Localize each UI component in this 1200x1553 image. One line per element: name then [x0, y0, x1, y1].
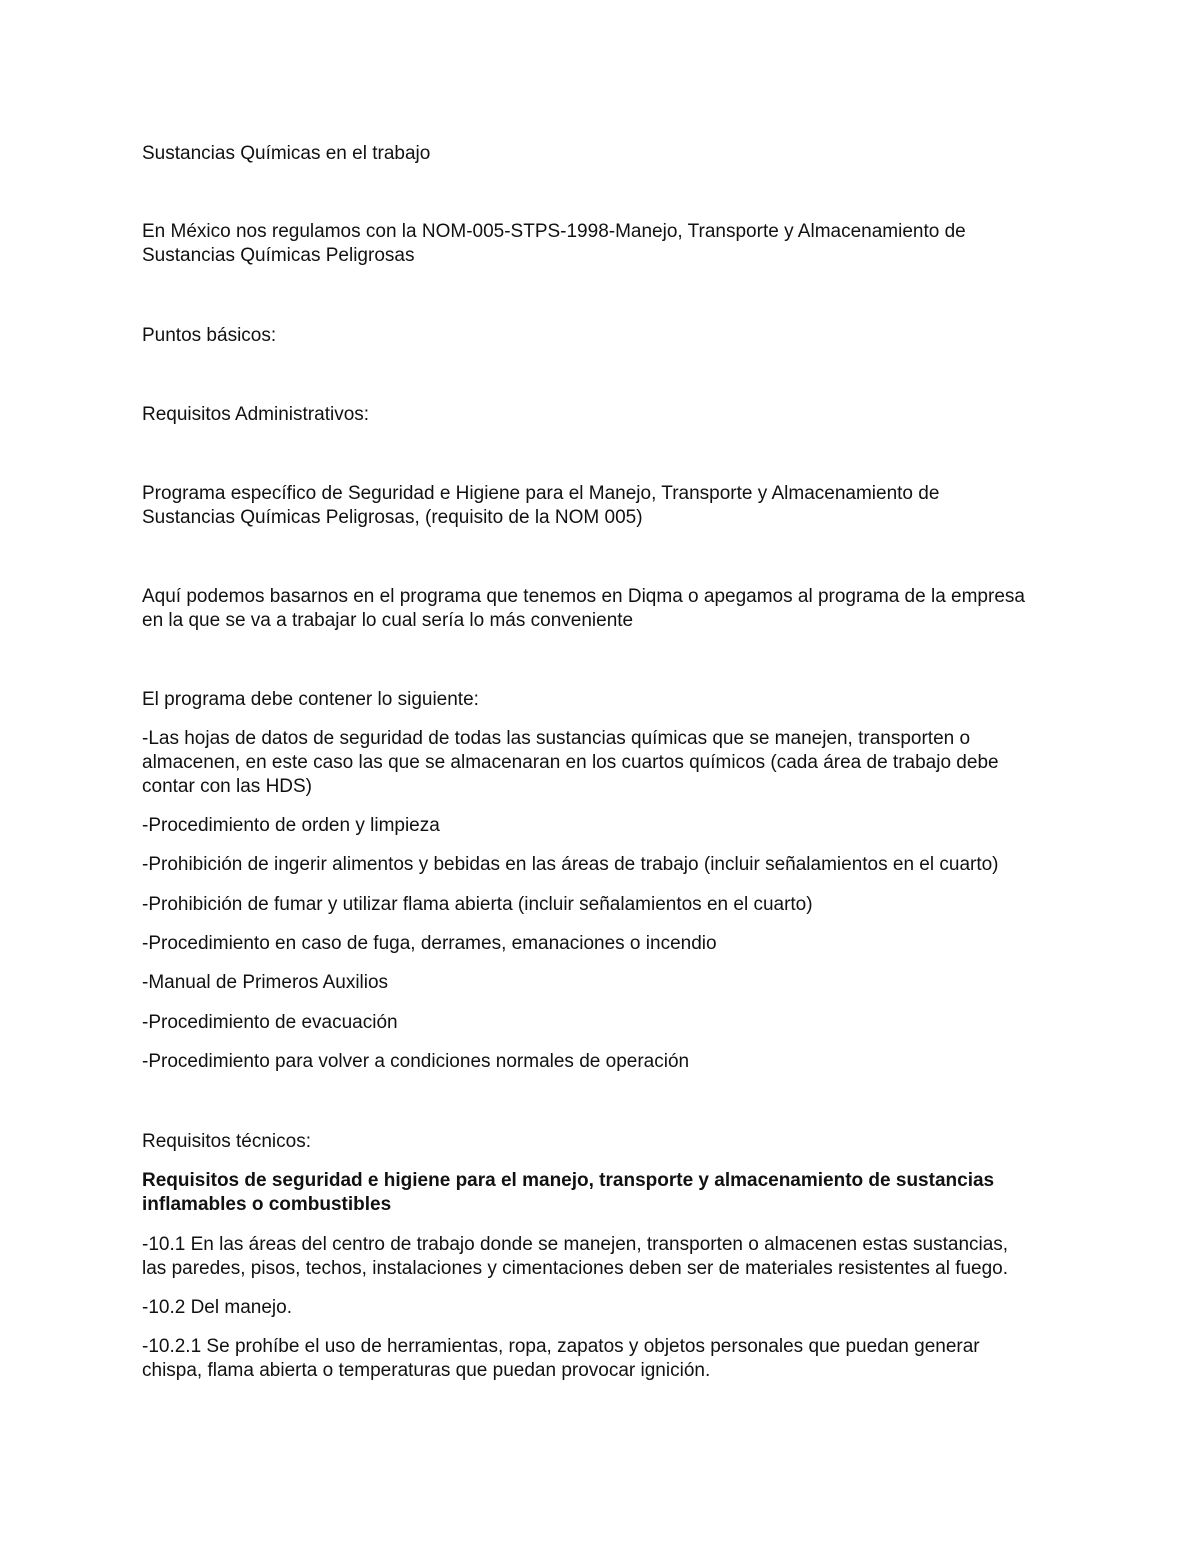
intro-line-1: En México nos regulamos con la NOM-005-STPS-1998-Manejo, Transporte y Almacenamiento de [142, 221, 966, 242]
technical-bold-line-2: inflamables o combustibles [142, 1194, 392, 1215]
program-item: -Manual de Primeros Auxilios [142, 972, 389, 993]
item-10-1-line-1: -10.1 En las áreas del centro de trabajo donde se manejen, transporten o almacenen estas sustancias, [142, 1234, 1009, 1255]
hds-item-line-2: almacenen, en este caso las que se almacenaran en los cuartos químicos (cada área de trabajo debe [142, 752, 999, 773]
program-item: -Procedimiento de orden y limpieza [142, 815, 440, 836]
base-text-line-1: Aquí podemos basarnos en el programa que tenemos en Diqma o apegamos al programa de la empresa [142, 586, 1025, 607]
base-text-line-2: en la que se va a trabajar lo cual sería lo más conveniente [142, 610, 634, 631]
item-10-1-line-2: las paredes, pisos, techos, instalaciones y cimentaciones deben ser de materiales resistentes al fuego. [142, 1258, 1009, 1279]
intro-line-2: Sustancias Químicas Peligrosas [142, 245, 415, 266]
program-item: -Prohibición de ingerir alimentos y bebidas en las áreas de trabajo (incluir señalamientos en el cuarto) [142, 854, 999, 875]
document-title: Sustancias Químicas en el trabajo [142, 143, 431, 164]
program-text-line-2: Sustancias Químicas Peligrosas, (requisito de la NOM 005) [142, 507, 643, 528]
program-contents-heading: El programa debe contener lo siguiente: [142, 689, 479, 710]
technical-bold-line-1: Requisitos de seguridad e higiene para el manejo, transporte y almacenamiento de sustancias [142, 1170, 995, 1191]
program-item: -Prohibición de fumar y utilizar flama abierta (incluir señalamientos en el cuarto) [142, 894, 813, 915]
program-item: -Procedimiento de evacuación [142, 1012, 398, 1033]
program-text-line-1: Programa específico de Seguridad e Higiene para el Manejo, Transporte y Almacenamiento de [142, 483, 940, 504]
hds-item-line-3: contar con las HDS) [142, 776, 313, 797]
item-10-2-1-line-2: chispa, flama abierta o temperaturas que puedan provocar ignición. [142, 1360, 711, 1381]
technical-heading: Requisitos técnicos: [142, 1131, 311, 1152]
program-item: -Procedimiento en caso de fuga, derrames, emanaciones o incendio [142, 933, 717, 954]
program-item: -Procedimiento para volver a condiciones normales de operación [142, 1051, 690, 1072]
hds-item-line-1: -Las hojas de datos de seguridad de todas las sustancias químicas que se manejen, transporten o [142, 728, 971, 749]
admin-heading: Requisitos Administrativos: [142, 404, 370, 425]
item-10-2: -10.2 Del manejo. [142, 1297, 292, 1318]
item-10-2-1-line-1: -10.2.1 Se prohíbe el uso de herramientas, ropa, zapatos y objetos personales que puedan generar [142, 1336, 980, 1357]
basics-heading: Puntos básicos: [142, 325, 277, 346]
